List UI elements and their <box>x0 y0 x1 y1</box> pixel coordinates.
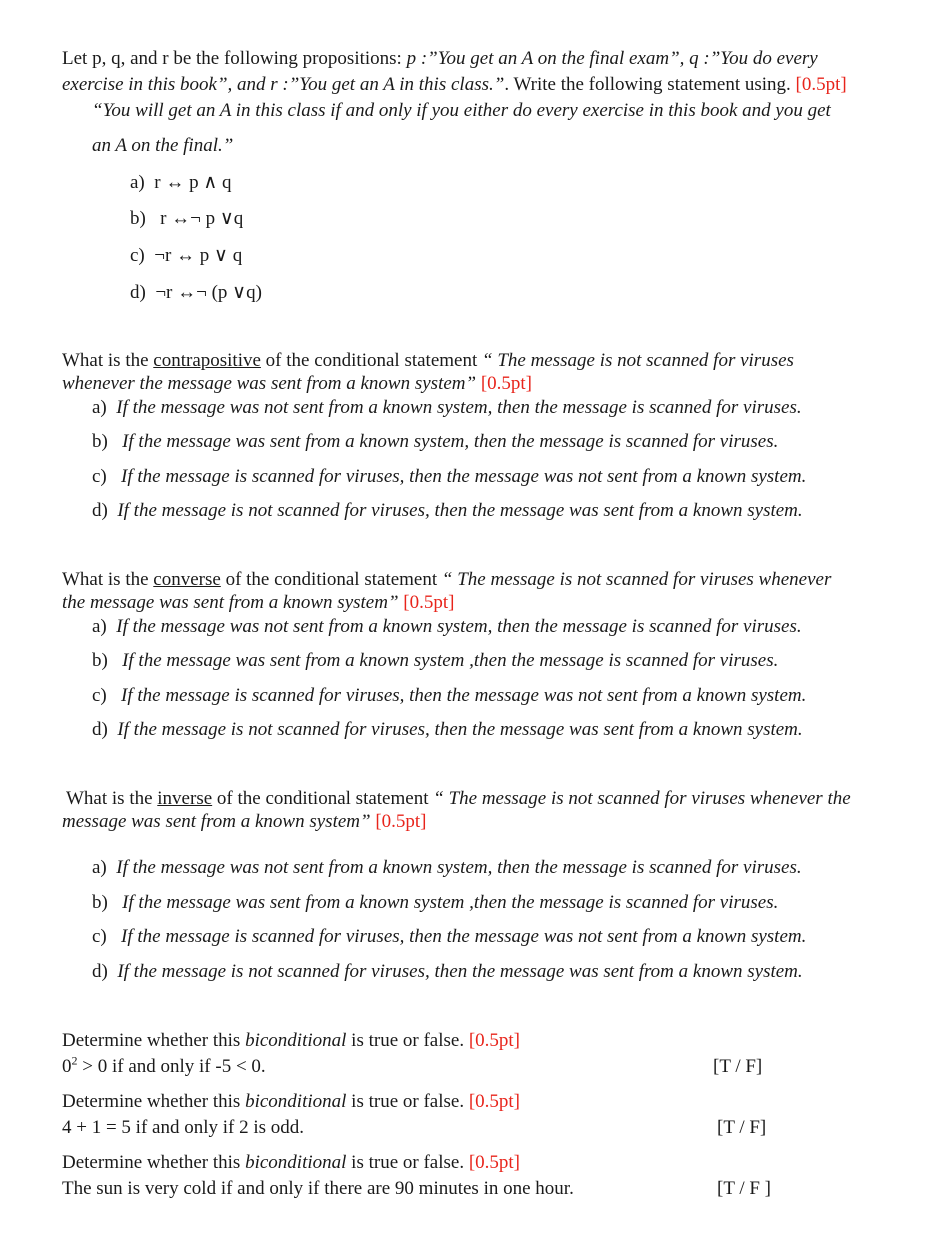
bicond-prompt-start: Determine whether this <box>62 1152 246 1173</box>
bicond1-points: [0.5pt] <box>468 1030 521 1051</box>
option-text: If the message was not sent from a known system, then the message is scanned for viruses. <box>116 616 802 637</box>
q1-proposition-r: exercise in this book”, and r :”You get an A in this class.” <box>62 74 505 95</box>
bicond-term: biconditional <box>245 1030 347 1051</box>
bicond-term: biconditional <box>245 1152 347 1173</box>
q3-option-c[interactable] <box>92 684 806 708</box>
q3-line1 <box>62 568 831 592</box>
q1-points: [0.5pt] <box>795 74 847 95</box>
q3-option-a[interactable] <box>92 615 802 639</box>
option-text: ¬r ↔ p ∨ q <box>154 245 243 266</box>
option-letter: a) <box>92 397 107 418</box>
bicond-prompt-end: is true or false. <box>346 1152 469 1173</box>
option-text: If the message is scanned for viruses, then the message was not sent from a known system. <box>121 926 807 947</box>
option-letter: a) <box>92 616 107 637</box>
option-letter: b) <box>92 892 108 913</box>
q4-line1 <box>66 787 851 811</box>
q4-quote-part2: message was sent from a known system” <box>62 811 371 832</box>
bicond1-prompt <box>62 1029 520 1053</box>
q3-option-b[interactable] <box>92 649 778 673</box>
option-text: If the message was sent from a known system, then the message is scanned for viruses. <box>122 431 779 452</box>
q2-prompt-start: What is the <box>62 350 154 371</box>
q3-prompt-start: What is the <box>62 569 154 590</box>
q2-quote-part2: whenever the message was sent from a known system” <box>62 373 477 394</box>
q4-prompt-mid: of the conditional statement <box>212 788 434 809</box>
q3-term-converse: converse <box>153 569 221 590</box>
q2-option-d[interactable] <box>92 499 803 523</box>
bicond1-base: 0 <box>62 1056 72 1077</box>
q4-option-c[interactable] <box>92 925 806 949</box>
option-text: r ↔¬ p ∨q <box>160 208 244 229</box>
option-letter: d) <box>130 282 146 303</box>
option-text: If the message is not scanned for viruses, then the message was sent from a known system. <box>117 719 803 740</box>
q1-instruction: . Write the following statement using. <box>504 74 796 95</box>
q3-quote-part2: the message was sent from a known system” <box>62 592 399 613</box>
bicond-prompt-end: is true or false. <box>346 1091 469 1112</box>
q1-line2 <box>62 73 847 97</box>
bicond-term: biconditional <box>245 1091 347 1112</box>
option-letter: d) <box>92 719 108 740</box>
q4-line2 <box>62 810 427 834</box>
bicond1-rest: > 0 if and only if -5 < 0. <box>77 1056 266 1077</box>
q2-line2 <box>62 372 532 396</box>
option-text: If the message is not scanned for viruses, then the message was sent from a known system. <box>117 500 803 521</box>
option-letter: a) <box>92 857 107 878</box>
q4-points: [0.5pt] <box>370 811 427 832</box>
q4-option-d[interactable] <box>92 960 803 984</box>
q1-option-d[interactable] <box>130 281 262 305</box>
bicond-prompt-start: Determine whether this <box>62 1091 246 1112</box>
option-text: ¬r ↔¬ (p ∨q) <box>155 282 262 303</box>
bicond2-prompt <box>62 1090 520 1114</box>
q1-statement-line1: “You will get an A in this class if and only if you either do every exercise in this book and you get <box>92 100 831 121</box>
q1-propositions-p-q: p :”You get an A on the final exam”, q :”You do every <box>406 48 818 69</box>
option-letter: c) <box>92 926 107 947</box>
q1-intro: Let p, q, and r be the following propositions: <box>62 48 407 69</box>
q4-term-inverse: inverse <box>157 788 213 809</box>
q2-line1 <box>62 349 794 373</box>
q2-option-a[interactable] <box>92 396 802 420</box>
option-text: If the message was not sent from a known system, then the message is scanned for viruses. <box>116 397 802 418</box>
option-letter: d) <box>92 500 108 521</box>
option-text: If the message is scanned for viruses, then the message was not sent from a known system. <box>121 466 807 487</box>
q1-line1 <box>62 47 818 71</box>
q4-option-b[interactable] <box>92 891 778 915</box>
q2-option-c[interactable] <box>92 465 806 489</box>
option-letter: c) <box>130 245 145 266</box>
q2-term-contrapositive: contrapositive <box>153 350 261 371</box>
bicond1-answer[interactable]: [T / F] <box>713 1056 763 1077</box>
q3-points: [0.5pt] <box>398 592 455 613</box>
q1-option-c[interactable] <box>130 244 242 268</box>
bicond-prompt-end: is true or false. <box>346 1030 469 1051</box>
q2-option-b[interactable] <box>92 430 778 454</box>
option-text: If the message was not sent from a known system, then the message is scanned for viruses. <box>116 857 802 878</box>
bicond1-exponent: 2 <box>71 1053 78 1068</box>
option-letter: c) <box>92 685 107 706</box>
option-text: If the message is not scanned for viruses, then the message was sent from a known system. <box>117 961 803 982</box>
q3-quote-part1: “ The message is not scanned for viruses whenever <box>441 569 832 590</box>
bicond1-statement <box>62 1055 266 1079</box>
bicond3-prompt <box>62 1151 520 1175</box>
option-letter: b) <box>92 650 108 671</box>
q3-option-d[interactable] <box>92 718 803 742</box>
q3-line2 <box>62 591 454 615</box>
bicond2-statement: 4 + 1 = 5 if and only if 2 is odd. <box>62 1117 305 1138</box>
option-letter: c) <box>92 466 107 487</box>
q4-quote-part1: “ The message is not scanned for viruses whenever the <box>433 788 851 809</box>
q3-prompt-mid: of the conditional statement <box>220 569 442 590</box>
option-text: r ↔ p ∧ q <box>154 172 232 193</box>
option-letter: a) <box>130 172 145 193</box>
option-text: If the message was sent from a known system ,then the message is scanned for viruses. <box>122 892 779 913</box>
bicond-prompt-start: Determine whether this <box>62 1030 246 1051</box>
q4-option-a[interactable] <box>92 856 802 880</box>
q2-quote-part1: “ The message is not scanned for viruses <box>482 350 794 371</box>
bicond2-points: [0.5pt] <box>468 1091 521 1112</box>
option-letter: d) <box>92 961 108 982</box>
option-letter: b) <box>130 208 146 229</box>
bicond3-answer[interactable]: [T / F ] <box>717 1178 772 1199</box>
q2-points: [0.5pt] <box>476 373 533 394</box>
option-text: If the message was sent from a known system ,then the message is scanned for viruses. <box>122 650 779 671</box>
q2-prompt-mid: of the conditional statement <box>260 350 483 371</box>
q1-option-b[interactable] <box>130 207 243 231</box>
bicond3-statement: The sun is very cold if and only if there are 90 minutes in one hour. <box>62 1178 574 1199</box>
bicond3-points: [0.5pt] <box>468 1152 521 1173</box>
q4-prompt-start: What is the <box>66 788 158 809</box>
option-letter: b) <box>92 431 108 452</box>
q1-option-a[interactable] <box>130 171 232 195</box>
option-text: If the message is scanned for viruses, then the message was not sent from a known system. <box>121 685 807 706</box>
q1-statement-line2: an A on the final.” <box>92 135 234 156</box>
bicond2-answer[interactable]: [T / F] <box>717 1117 767 1138</box>
